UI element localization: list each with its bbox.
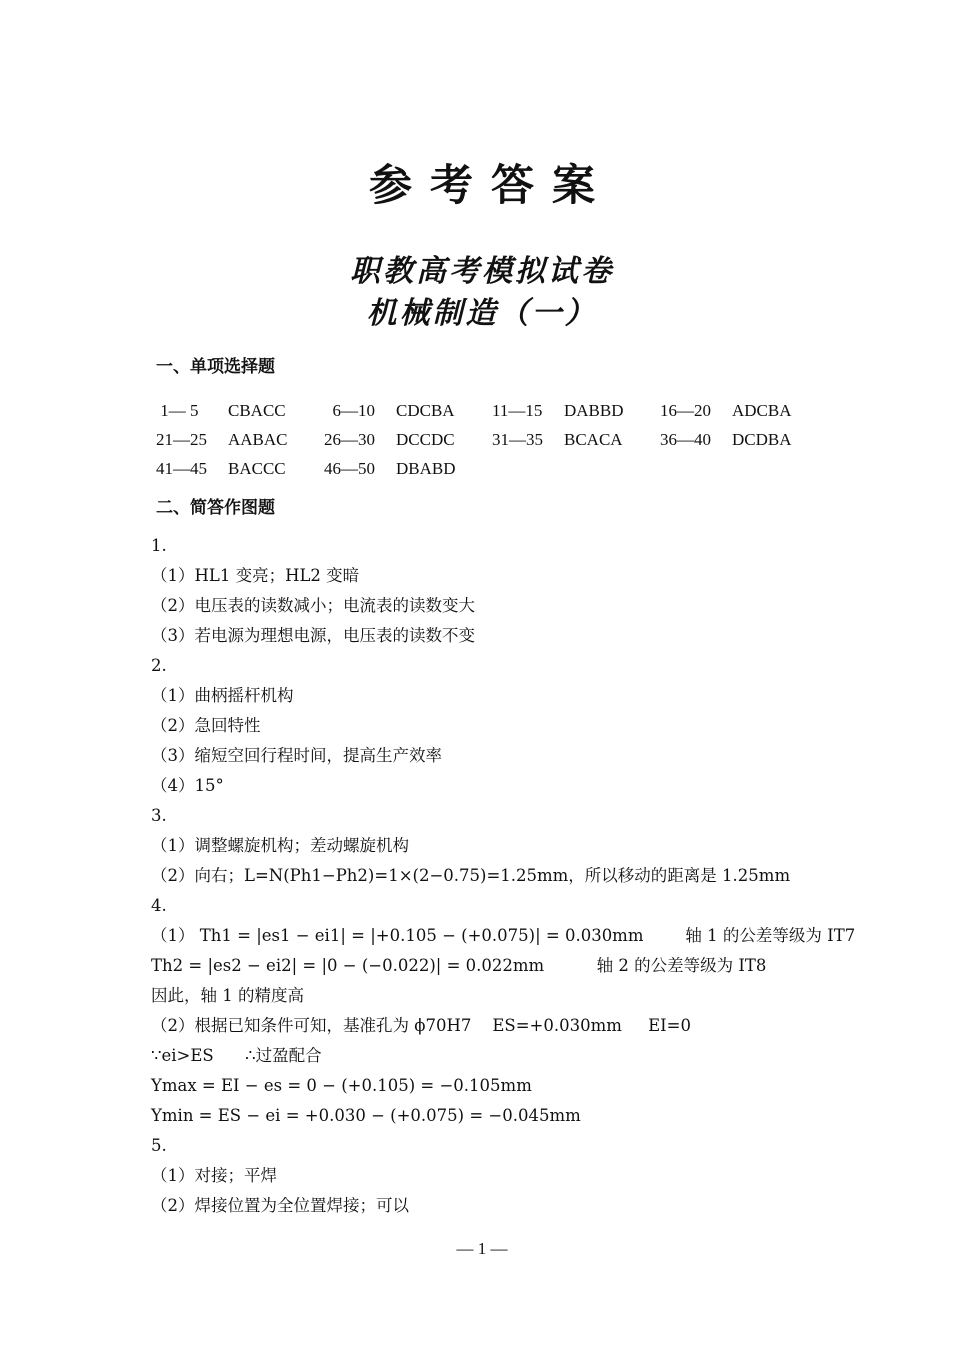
question-number: 5.: [151, 1136, 167, 1155]
answer-grid: [156, 396, 828, 483]
formula-line: Th2 = |es2 − ei2| = |0 − (−0.022)| = 0.022mm 轴 2 的公差等级为 IT8: [151, 956, 767, 975]
question-number: 3.: [151, 806, 167, 825]
answer-range: 6—10: [324, 401, 375, 420]
answer-value: CBACC: [228, 401, 286, 420]
answer-value: ADCBA: [732, 401, 792, 420]
answer-value: CDCBA: [396, 401, 455, 420]
answer-range: 11—15: [492, 401, 543, 420]
answer-value: DABBD: [564, 401, 624, 420]
answer-cell: [324, 396, 492, 425]
answer-value: BACCC: [228, 459, 286, 478]
answer-cell: [324, 425, 492, 454]
exam-subject: 机械制造（一）: [366, 296, 598, 331]
answer-line: ∵ei>ES ∴过盈配合: [151, 1046, 322, 1065]
section-heading-short-answer: 二、简答作图题: [156, 498, 275, 518]
answer-value: BCACA: [564, 430, 623, 449]
answer-line: （1）调整螺旋机构；差动螺旋机构: [151, 836, 409, 855]
answer-cell: [156, 425, 324, 454]
answer-cell: [156, 454, 324, 483]
answer-value: AABAC: [228, 430, 288, 449]
answer-range: 36—40: [660, 430, 711, 449]
answer-cell: [660, 425, 828, 454]
answer-row: [156, 425, 828, 454]
answer-value: DBABD: [396, 459, 456, 478]
answer-line: 因此，轴 1 的精度高: [151, 986, 304, 1005]
answer-row: [156, 454, 828, 483]
answer-line: （1）HL1 变亮；HL2 变暗: [151, 566, 360, 585]
answer-cell: [660, 396, 828, 425]
formula-line: （1） Th1 = |es1 − ei1| = |+0.105 − (+0.075)| = 0.030mm 轴 1 的公差等级为 IT7: [151, 926, 856, 945]
page-title: 参考答案: [369, 161, 613, 211]
answer-line: （2）向右；L=N(Ph1−Ph2)=1×(2−0.75)=1.25mm，所以移动的距离是 1.25mm: [151, 866, 791, 885]
answer-line: （2）电压表的读数减小；电流表的读数变大: [151, 596, 475, 615]
question-number: 2.: [151, 656, 167, 675]
answer-body: [151, 531, 856, 1221]
answer-cell: [156, 396, 324, 425]
formula-line: Ymax = EI − es = 0 − (+0.105) = −0.105mm: [151, 1076, 532, 1095]
answer-line: （1）曲柄摇杆机构: [151, 686, 294, 705]
section-heading-choice: 一、单项选择题: [156, 357, 275, 377]
answer-line: （2）急回特性: [151, 716, 261, 735]
answer-range: 26—30: [324, 430, 375, 449]
exam-subtitle: 职教高考模拟试卷: [350, 254, 614, 289]
answer-line: （3）缩短空回行程时间，提高生产效率: [151, 746, 442, 765]
answer-value: DCDBA: [732, 430, 792, 449]
question-number: 4.: [151, 896, 167, 915]
answer-range: 21—25: [156, 430, 207, 449]
question-number: 1.: [151, 536, 167, 555]
answer-line: （4）15°: [151, 776, 224, 795]
formula-line: Ymin = ES − ei = +0.030 − (+0.075) = −0.045mm: [151, 1106, 581, 1125]
answer-cell: [492, 396, 660, 425]
answer-line: （1）对接；平焊: [151, 1166, 277, 1185]
answer-row: [156, 396, 828, 425]
answer-range: 31—35: [492, 430, 543, 449]
answer-range: 1— 5: [156, 401, 199, 420]
answer-range: 46—50: [324, 459, 375, 478]
answer-line: （2）焊接位置为全位置焊接；可以: [151, 1196, 409, 1215]
answer-range: 41—45: [156, 459, 207, 478]
answer-cell: [324, 454, 492, 483]
answer-line: （2）根据已知条件可知，基准孔为 ϕ70H7 ES=+0.030mm EI=0: [151, 1016, 691, 1035]
answer-cell: [492, 425, 660, 454]
answer-value: DCCDC: [396, 430, 455, 449]
page-number: — 1 —: [456, 1239, 508, 1258]
answer-range: 16—20: [660, 401, 711, 420]
answer-line: （3）若电源为理想电源，电压表的读数不变: [151, 626, 475, 645]
